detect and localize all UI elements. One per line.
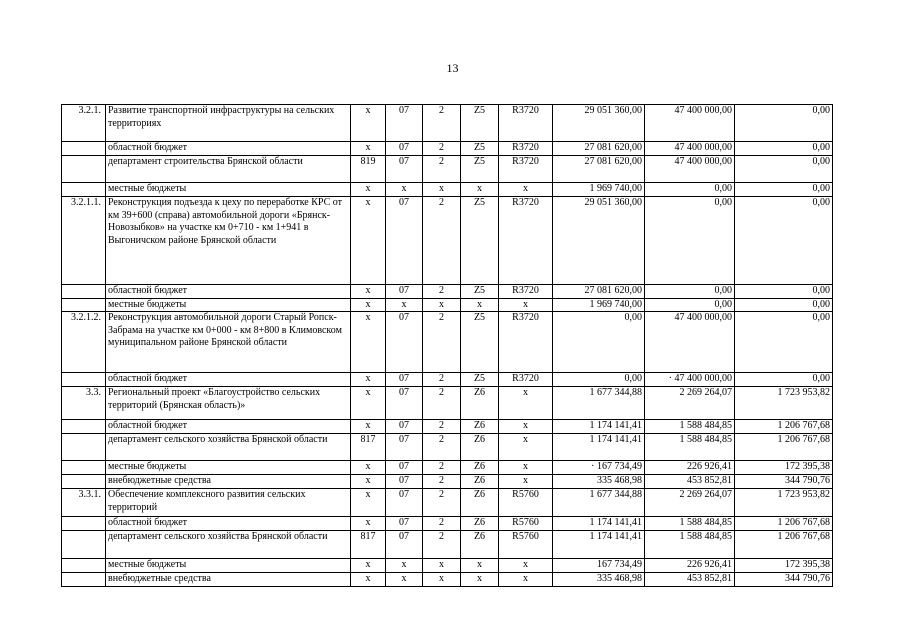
table-row xyxy=(62,517,833,531)
row-name-cell: Обеспечение комплексного развития сельских территорий xyxy=(106,489,351,517)
row-number-cell xyxy=(62,156,106,183)
code-proj-cell: Z6 xyxy=(461,461,499,475)
row-number-cell: 3.2.1. xyxy=(62,105,106,142)
amount-year1-cell: 0,00 xyxy=(553,373,645,387)
row-name-cell: Реконструкция подъезда к цеху по переработке КРС от км 39+600 (справа) автомобильной дороги «Брянск-Новозыбков» на участке км 0+710 - км 1+941 в Выгоничском районе Брянской области xyxy=(106,197,351,285)
amount-year1-cell: 167 734,49 xyxy=(553,559,645,573)
row-number-cell xyxy=(62,373,106,387)
row-number-cell xyxy=(62,573,106,587)
code-gr-cell: x xyxy=(351,517,386,531)
amount-year1-cell: 1 174 141,41 xyxy=(553,434,645,461)
code-dir-cell: x xyxy=(499,183,553,197)
amount-year3-cell: 0,00 xyxy=(735,285,833,299)
table-row xyxy=(62,285,833,299)
amount-year1-cell: · 167 734,49 xyxy=(553,461,645,475)
amount-year3-cell: 0,00 xyxy=(735,183,833,197)
code-prog-cell: 2 xyxy=(423,475,461,489)
amount-year3-cell: 1 206 767,68 xyxy=(735,420,833,434)
code-proj-cell: Z6 xyxy=(461,434,499,461)
amount-year3-cell: 0,00 xyxy=(735,312,833,373)
amount-year2-cell: 47 400 000,00 xyxy=(645,156,735,183)
amount-year2-cell: 0,00 xyxy=(645,298,735,312)
row-name-cell: департамент строительства Брянской области xyxy=(106,156,351,183)
code-sect-cell: 07 xyxy=(386,142,423,156)
code-sect-cell: 07 xyxy=(386,489,423,517)
code-prog-cell: x xyxy=(423,298,461,312)
budget-table xyxy=(61,104,833,587)
code-dir-cell: x xyxy=(499,387,553,420)
code-dir-cell: x xyxy=(499,475,553,489)
code-dir-cell: x xyxy=(499,420,553,434)
amount-year3-cell: 172 395,38 xyxy=(735,461,833,475)
code-gr-cell: x xyxy=(351,489,386,517)
row-number-cell xyxy=(62,475,106,489)
code-prog-cell: x xyxy=(423,573,461,587)
table-row xyxy=(62,156,833,183)
code-proj-cell: Z6 xyxy=(461,475,499,489)
amount-year2-cell: 2 269 264,07 xyxy=(645,489,735,517)
code-dir-cell: R5760 xyxy=(499,489,553,517)
row-number-cell xyxy=(62,420,106,434)
row-name-cell: Реконструкция автомобильной дороги Старый Ропск-Забрама на участке км 0+000 - км 8+800 в Климовском муниципальном районе Брянской области xyxy=(106,312,351,373)
code-sect-cell: 07 xyxy=(386,434,423,461)
row-number-cell xyxy=(62,298,106,312)
code-proj-cell: Z6 xyxy=(461,531,499,559)
code-sect-cell: 07 xyxy=(386,373,423,387)
code-gr-cell: 817 xyxy=(351,531,386,559)
code-dir-cell: R3720 xyxy=(499,312,553,373)
row-name-cell: областной бюджет xyxy=(106,517,351,531)
code-proj-cell: Z5 xyxy=(461,197,499,285)
amount-year3-cell: 1 206 767,68 xyxy=(735,434,833,461)
code-prog-cell: 2 xyxy=(423,197,461,285)
code-prog-cell: x xyxy=(423,559,461,573)
table-row xyxy=(62,298,833,312)
table-row xyxy=(62,489,833,517)
code-dir-cell: R3720 xyxy=(499,373,553,387)
code-prog-cell: 2 xyxy=(423,156,461,183)
code-gr-cell: x xyxy=(351,298,386,312)
amount-year3-cell: 1 206 767,68 xyxy=(735,531,833,559)
code-proj-cell: Z5 xyxy=(461,373,499,387)
row-name-cell: внебюджетные средства xyxy=(106,573,351,587)
code-proj-cell: x xyxy=(461,573,499,587)
amount-year2-cell: 1 588 484,85 xyxy=(645,420,735,434)
code-proj-cell: Z5 xyxy=(461,312,499,373)
code-sect-cell: 07 xyxy=(386,531,423,559)
amount-year1-cell: 1 174 141,41 xyxy=(553,531,645,559)
code-gr-cell: 817 xyxy=(351,434,386,461)
code-sect-cell: 07 xyxy=(386,197,423,285)
amount-year3-cell: 344 790,76 xyxy=(735,475,833,489)
code-proj-cell: Z6 xyxy=(461,420,499,434)
code-gr-cell: x xyxy=(351,183,386,197)
amount-year2-cell: 0,00 xyxy=(645,183,735,197)
amount-year2-cell: 0,00 xyxy=(645,285,735,299)
page-number: 13 xyxy=(446,61,459,75)
amount-year1-cell: 29 051 360,00 xyxy=(553,197,645,285)
code-prog-cell: 2 xyxy=(423,517,461,531)
row-number-cell xyxy=(62,461,106,475)
code-proj-cell: Z6 xyxy=(461,387,499,420)
amount-year2-cell: · 47 400 000,00 xyxy=(645,373,735,387)
code-sect-cell: 07 xyxy=(386,156,423,183)
amount-year1-cell: 27 081 620,00 xyxy=(553,142,645,156)
amount-year3-cell: 0,00 xyxy=(735,197,833,285)
code-gr-cell: x xyxy=(351,197,386,285)
amount-year1-cell: 27 081 620,00 xyxy=(553,156,645,183)
code-sect-cell: x xyxy=(386,559,423,573)
row-number-cell: 3.2.1.1. xyxy=(62,197,106,285)
amount-year1-cell: 29 051 360,00 xyxy=(553,105,645,142)
table-row xyxy=(62,573,833,587)
code-proj-cell: Z5 xyxy=(461,156,499,183)
code-gr-cell: 819 xyxy=(351,156,386,183)
amount-year2-cell: 453 852,81 xyxy=(645,475,735,489)
row-name-cell: Развитие транспортной инфраструктуры на сельских территориях xyxy=(106,105,351,142)
code-dir-cell: R5760 xyxy=(499,517,553,531)
amount-year2-cell: 2 269 264,07 xyxy=(645,387,735,420)
amount-year3-cell: 0,00 xyxy=(735,298,833,312)
code-dir-cell: R3720 xyxy=(499,285,553,299)
amount-year2-cell: 47 400 000,00 xyxy=(645,312,735,373)
code-prog-cell: 2 xyxy=(423,489,461,517)
amount-year3-cell: 0,00 xyxy=(735,156,833,183)
row-number-cell: 3.3.1. xyxy=(62,489,106,517)
code-dir-cell: R3720 xyxy=(499,156,553,183)
table-row xyxy=(62,475,833,489)
amount-year3-cell: 172 395,38 xyxy=(735,559,833,573)
row-name-cell: внебюджетные средства xyxy=(106,475,351,489)
code-gr-cell: x xyxy=(351,105,386,142)
amount-year2-cell: 226 926,41 xyxy=(645,461,735,475)
row-name-cell: областной бюджет xyxy=(106,285,351,299)
row-name-cell: областной бюджет xyxy=(106,373,351,387)
table-row xyxy=(62,312,833,373)
row-number-cell xyxy=(62,434,106,461)
amount-year2-cell: 0,00 xyxy=(645,197,735,285)
amount-year1-cell: 1 969 740,00 xyxy=(553,298,645,312)
code-prog-cell: 2 xyxy=(423,531,461,559)
code-gr-cell: x xyxy=(351,461,386,475)
amount-year1-cell: 335 468,98 xyxy=(553,573,645,587)
row-name-cell: областной бюджет xyxy=(106,142,351,156)
amount-year2-cell: 1 588 484,85 xyxy=(645,434,735,461)
amount-year1-cell: 1 677 344,88 xyxy=(553,489,645,517)
amount-year3-cell: 344 790,76 xyxy=(735,573,833,587)
amount-year2-cell: 1 588 484,85 xyxy=(645,517,735,531)
row-name-cell: областной бюджет xyxy=(106,420,351,434)
code-dir-cell: R3720 xyxy=(499,105,553,142)
amount-year1-cell: 1 677 344,88 xyxy=(553,387,645,420)
row-name-cell: местные бюджеты xyxy=(106,559,351,573)
code-gr-cell: x xyxy=(351,312,386,373)
amount-year3-cell: 1 723 953,82 xyxy=(735,489,833,517)
row-number-cell: 3.3. xyxy=(62,387,106,420)
row-number-cell: 3.2.1.2. xyxy=(62,312,106,373)
table-row xyxy=(62,434,833,461)
code-dir-cell: x xyxy=(499,573,553,587)
code-prog-cell: 2 xyxy=(423,312,461,373)
code-prog-cell: 2 xyxy=(423,285,461,299)
row-name-cell: департамент сельского хозяйства Брянской области xyxy=(106,434,351,461)
code-proj-cell: Z6 xyxy=(461,517,499,531)
row-number-cell xyxy=(62,285,106,299)
row-number-cell xyxy=(62,559,106,573)
code-gr-cell: x xyxy=(351,559,386,573)
table-row xyxy=(62,531,833,559)
amount-year1-cell: 0,00 xyxy=(553,312,645,373)
code-sect-cell: 07 xyxy=(386,475,423,489)
amount-year3-cell: 1 206 767,68 xyxy=(735,517,833,531)
row-name-cell: местные бюджеты xyxy=(106,298,351,312)
table-row xyxy=(62,461,833,475)
code-sect-cell: x xyxy=(386,298,423,312)
table-row xyxy=(62,142,833,156)
code-gr-cell: x xyxy=(351,285,386,299)
code-proj-cell: Z6 xyxy=(461,489,499,517)
code-sect-cell: 07 xyxy=(386,105,423,142)
row-name-cell: департамент сельского хозяйства Брянской области xyxy=(106,531,351,559)
amount-year1-cell: 335 468,98 xyxy=(553,475,645,489)
code-gr-cell: x xyxy=(351,475,386,489)
code-gr-cell: x xyxy=(351,387,386,420)
code-prog-cell: 2 xyxy=(423,434,461,461)
row-name-cell: местные бюджеты xyxy=(106,183,351,197)
amount-year1-cell: 1 969 740,00 xyxy=(553,183,645,197)
code-sect-cell: 07 xyxy=(386,285,423,299)
code-proj-cell: x xyxy=(461,559,499,573)
amount-year1-cell: 1 174 141,41 xyxy=(553,517,645,531)
code-gr-cell: x xyxy=(351,142,386,156)
table-row xyxy=(62,197,833,285)
amount-year3-cell: 0,00 xyxy=(735,105,833,142)
code-gr-cell: x xyxy=(351,373,386,387)
amount-year2-cell: 47 400 000,00 xyxy=(645,105,735,142)
amount-year3-cell: 0,00 xyxy=(735,373,833,387)
code-prog-cell: x xyxy=(423,183,461,197)
code-prog-cell: 2 xyxy=(423,420,461,434)
amount-year2-cell: 226 926,41 xyxy=(645,559,735,573)
row-number-cell xyxy=(62,183,106,197)
amount-year2-cell: 453 852,81 xyxy=(645,573,735,587)
code-dir-cell: x xyxy=(499,461,553,475)
row-name-cell: местные бюджеты xyxy=(106,461,351,475)
code-dir-cell: x xyxy=(499,434,553,461)
row-name-cell: Региональный проект «Благоустройство сельских территорий (Брянская область)» xyxy=(106,387,351,420)
code-prog-cell: 2 xyxy=(423,387,461,420)
code-gr-cell: x xyxy=(351,420,386,434)
code-sect-cell: 07 xyxy=(386,461,423,475)
code-dir-cell: R5760 xyxy=(499,531,553,559)
code-proj-cell: Z5 xyxy=(461,285,499,299)
amount-year2-cell: 47 400 000,00 xyxy=(645,142,735,156)
row-number-cell xyxy=(62,142,106,156)
table-row xyxy=(62,420,833,434)
code-proj-cell: x xyxy=(461,298,499,312)
amount-year1-cell: 27 081 620,00 xyxy=(553,285,645,299)
code-sect-cell: 07 xyxy=(386,517,423,531)
code-dir-cell: x xyxy=(499,559,553,573)
code-sect-cell: 07 xyxy=(386,312,423,373)
code-proj-cell: Z5 xyxy=(461,105,499,142)
code-prog-cell: 2 xyxy=(423,105,461,142)
row-number-cell xyxy=(62,531,106,559)
table-body xyxy=(62,105,833,587)
code-proj-cell: x xyxy=(461,183,499,197)
code-dir-cell: R3720 xyxy=(499,142,553,156)
amount-year2-cell: 1 588 484,85 xyxy=(645,531,735,559)
code-sect-cell: 07 xyxy=(386,387,423,420)
code-dir-cell: R3720 xyxy=(499,197,553,285)
table-row xyxy=(62,373,833,387)
code-dir-cell: x xyxy=(499,298,553,312)
table-row xyxy=(62,105,833,142)
table-row xyxy=(62,183,833,197)
code-prog-cell: 2 xyxy=(423,373,461,387)
code-gr-cell: x xyxy=(351,573,386,587)
row-number-cell xyxy=(62,517,106,531)
code-sect-cell: x xyxy=(386,573,423,587)
amount-year3-cell: 1 723 953,82 xyxy=(735,387,833,420)
table-row xyxy=(62,559,833,573)
code-sect-cell: 07 xyxy=(386,420,423,434)
table-row xyxy=(62,387,833,420)
code-proj-cell: Z5 xyxy=(461,142,499,156)
amount-year3-cell: 0,00 xyxy=(735,142,833,156)
code-prog-cell: 2 xyxy=(423,142,461,156)
amount-year1-cell: 1 174 141,41 xyxy=(553,420,645,434)
code-prog-cell: 2 xyxy=(423,461,461,475)
code-sect-cell: x xyxy=(386,183,423,197)
